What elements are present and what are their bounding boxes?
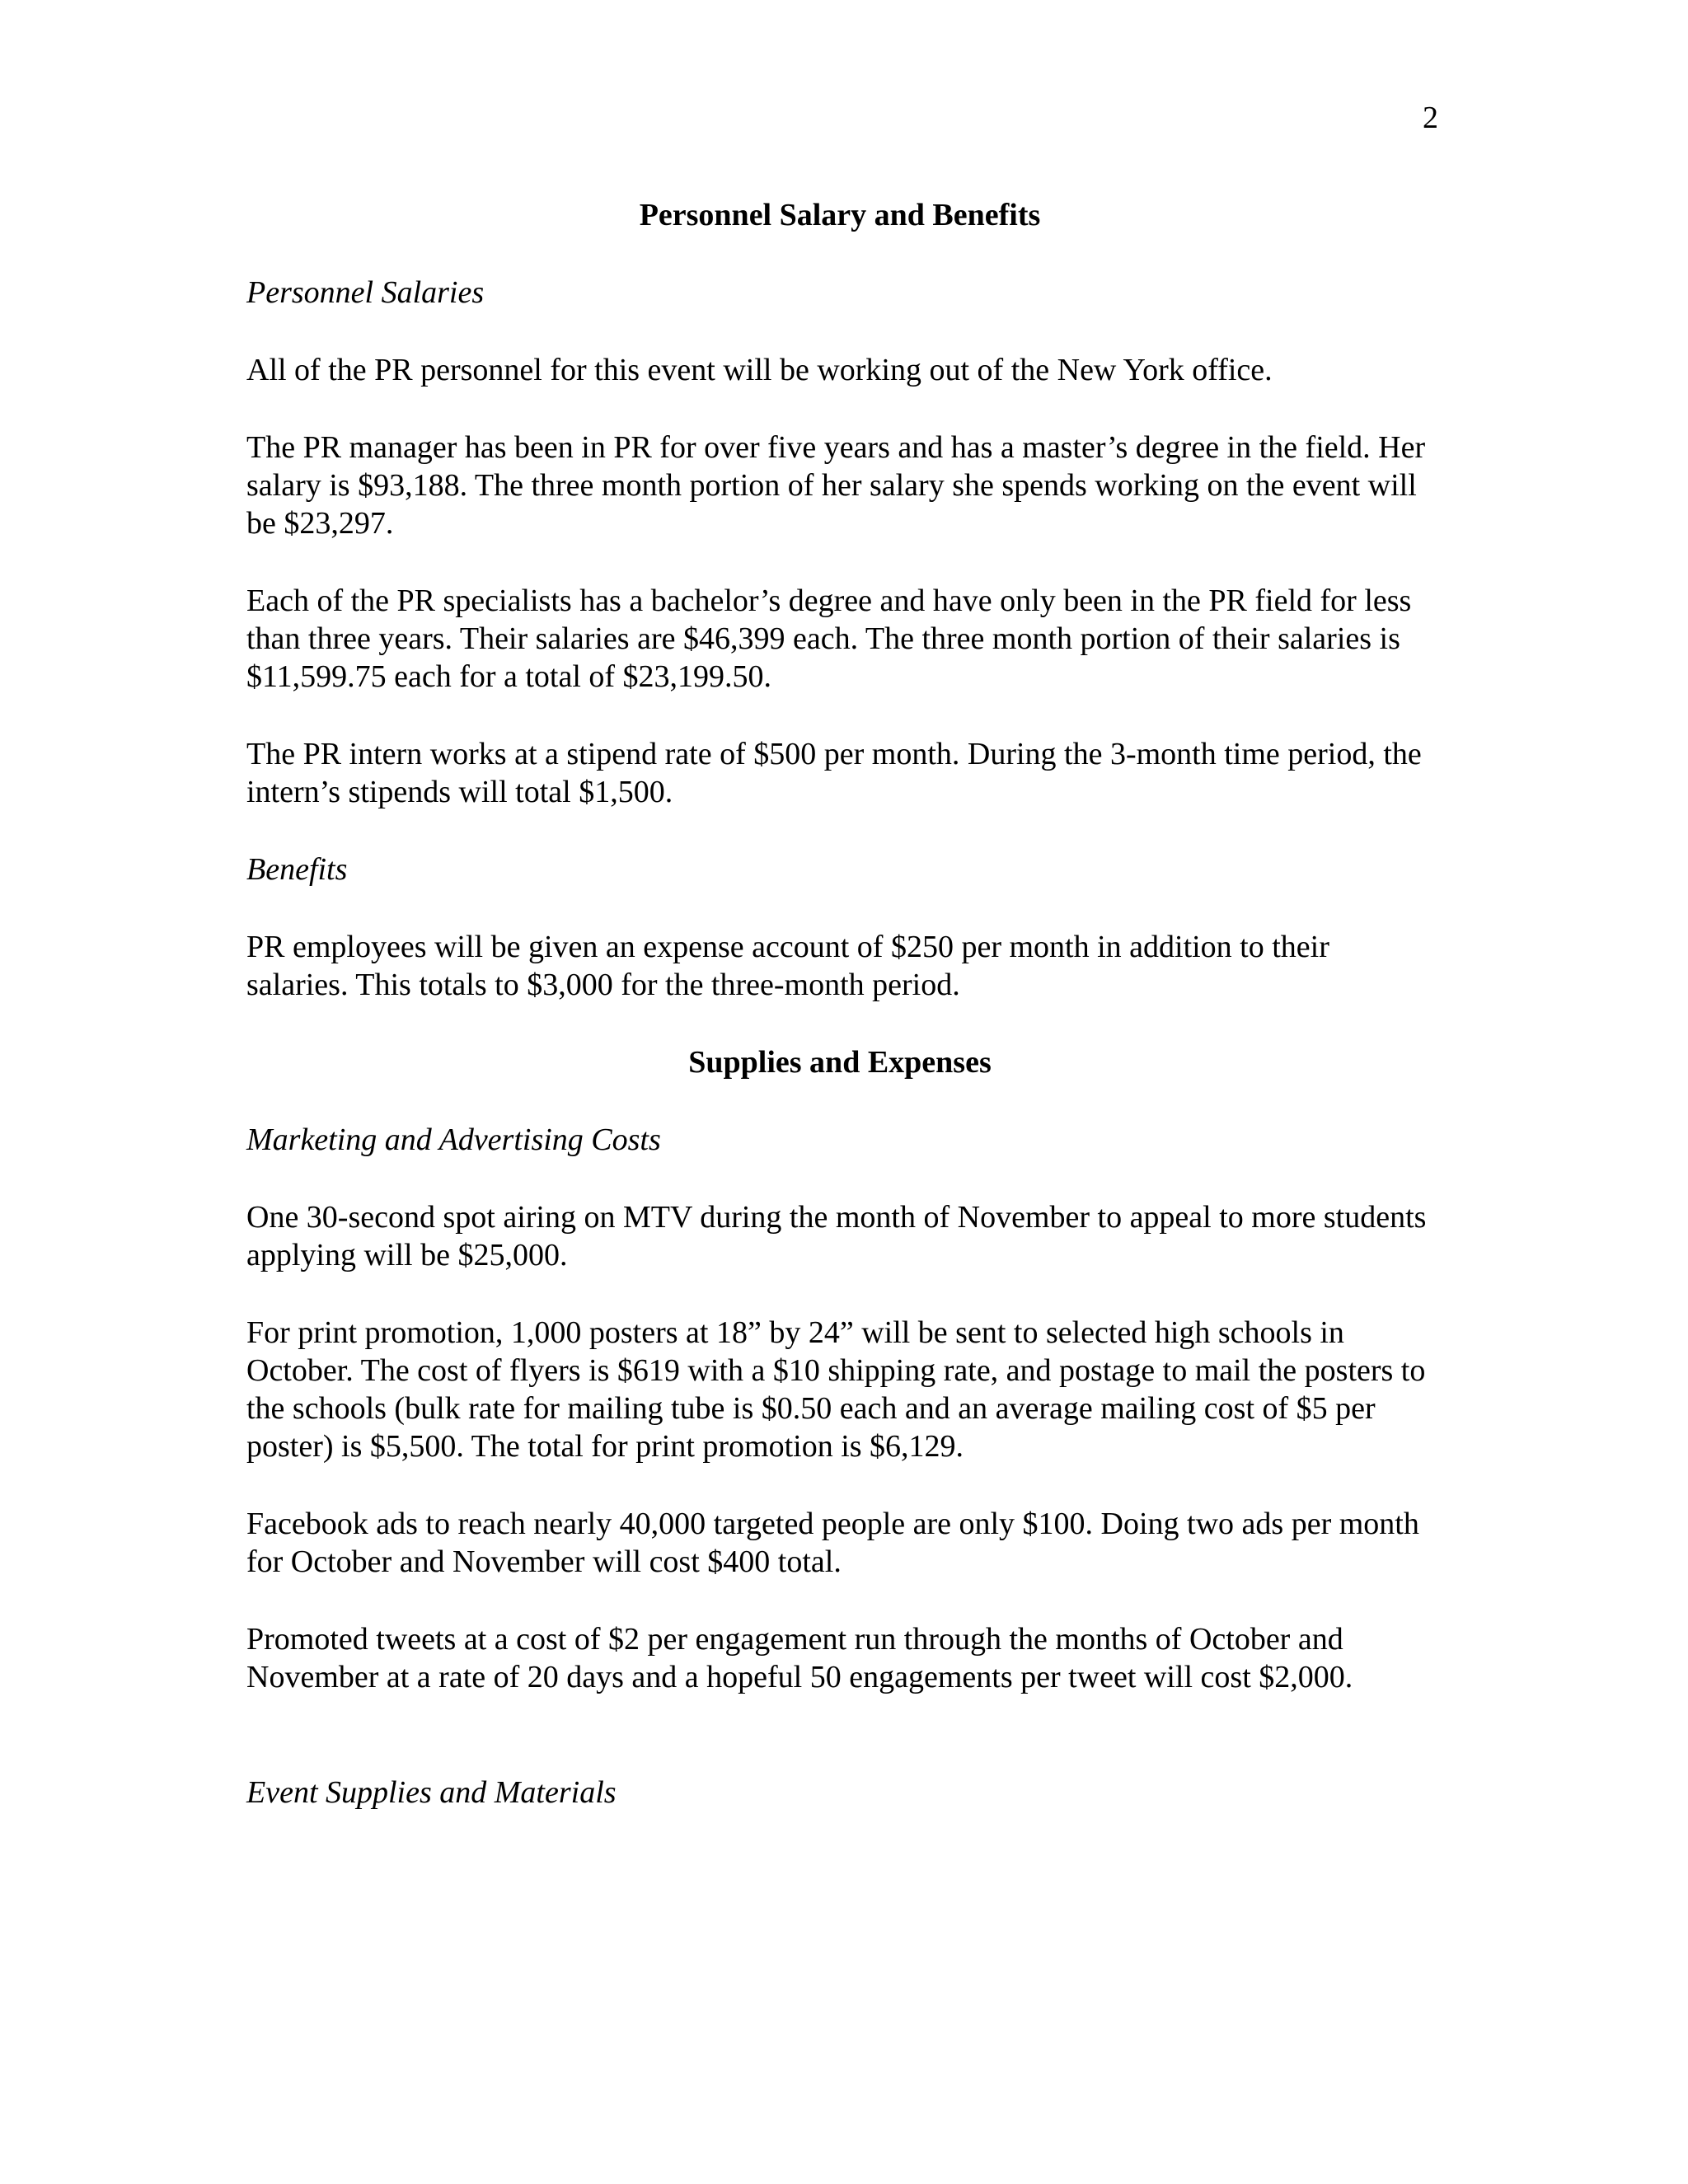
paragraph-personnel-location: All of the PR personnel for this event will be working out of the New York office. [246,353,1273,387]
paragraph-facebook-ads: Facebook ads to reach nearly 40,000 targeted people are only $100. Doing two ads per month for October and November will cost $400 total. [246,1507,1419,1579]
paragraph-benefits: PR employees will be given an expense account of $250 per month in addition to their salaries. This totals to $3,000 for the three-month period. [246,930,1329,1002]
paragraph-promoted-tweets: Promoted tweets at a cost of $2 per engagement run through the months of October and November at a rate of 20 days and a hopeful 50 engagements per tweet will cost $2,000. [246,1622,1353,1694]
subheading-marketing-costs: Marketing and Advertising Costs [246,1122,661,1157]
subheading-benefits: Benefits [246,852,348,887]
blank-line [246,1736,1433,1774]
paragraph-mtv-spot: One 30-second spot airing on MTV during the month of November to appeal to more students applying will be $25,000. [246,1200,1427,1272]
paragraph-pr-specialists: Each of the PR specialists has a bachelor’s degree and have only been in the PR field for less than three years. Their salaries are $46,399 each. The three month portion of their salaries is $11,599.75 each for a total of $23,199.50. [246,583,1412,694]
paragraph-pr-manager: The PR manager has been in PR for over five years and has a master’s degree in the field. Her salary is $93,188. The three month portion of her salary she spends working on the event will be $23,297. [246,430,1426,541]
section-title-supplies: Supplies and Expenses [688,1045,992,1080]
document-body [246,196,1433,1851]
paragraph-pr-intern: The PR intern works at a stipend rate of $500 per month. During the 3-month time period, the intern’s stipends will total $1,500. [246,737,1422,809]
section-title-personnel: Personnel Salary and Benefits [639,198,1041,232]
subheading-event-supplies: Event Supplies and Materials [246,1775,617,1810]
subheading-personnel-salaries: Personnel Salaries [246,275,485,310]
page-number: 2 [1423,101,1438,135]
paragraph-print-promotion: For print promotion, 1,000 posters at 18” by 24” will be sent to selected high schools in October. The cost of flyers is $619 with a $10 shipping rate, and postage to mail the posters to the schools (bulk rate for mailing tube is $0.50 each and an average mailing cost of $5 per poster) is $5,500. The total for print promotion is $6,129. [246,1315,1426,1464]
